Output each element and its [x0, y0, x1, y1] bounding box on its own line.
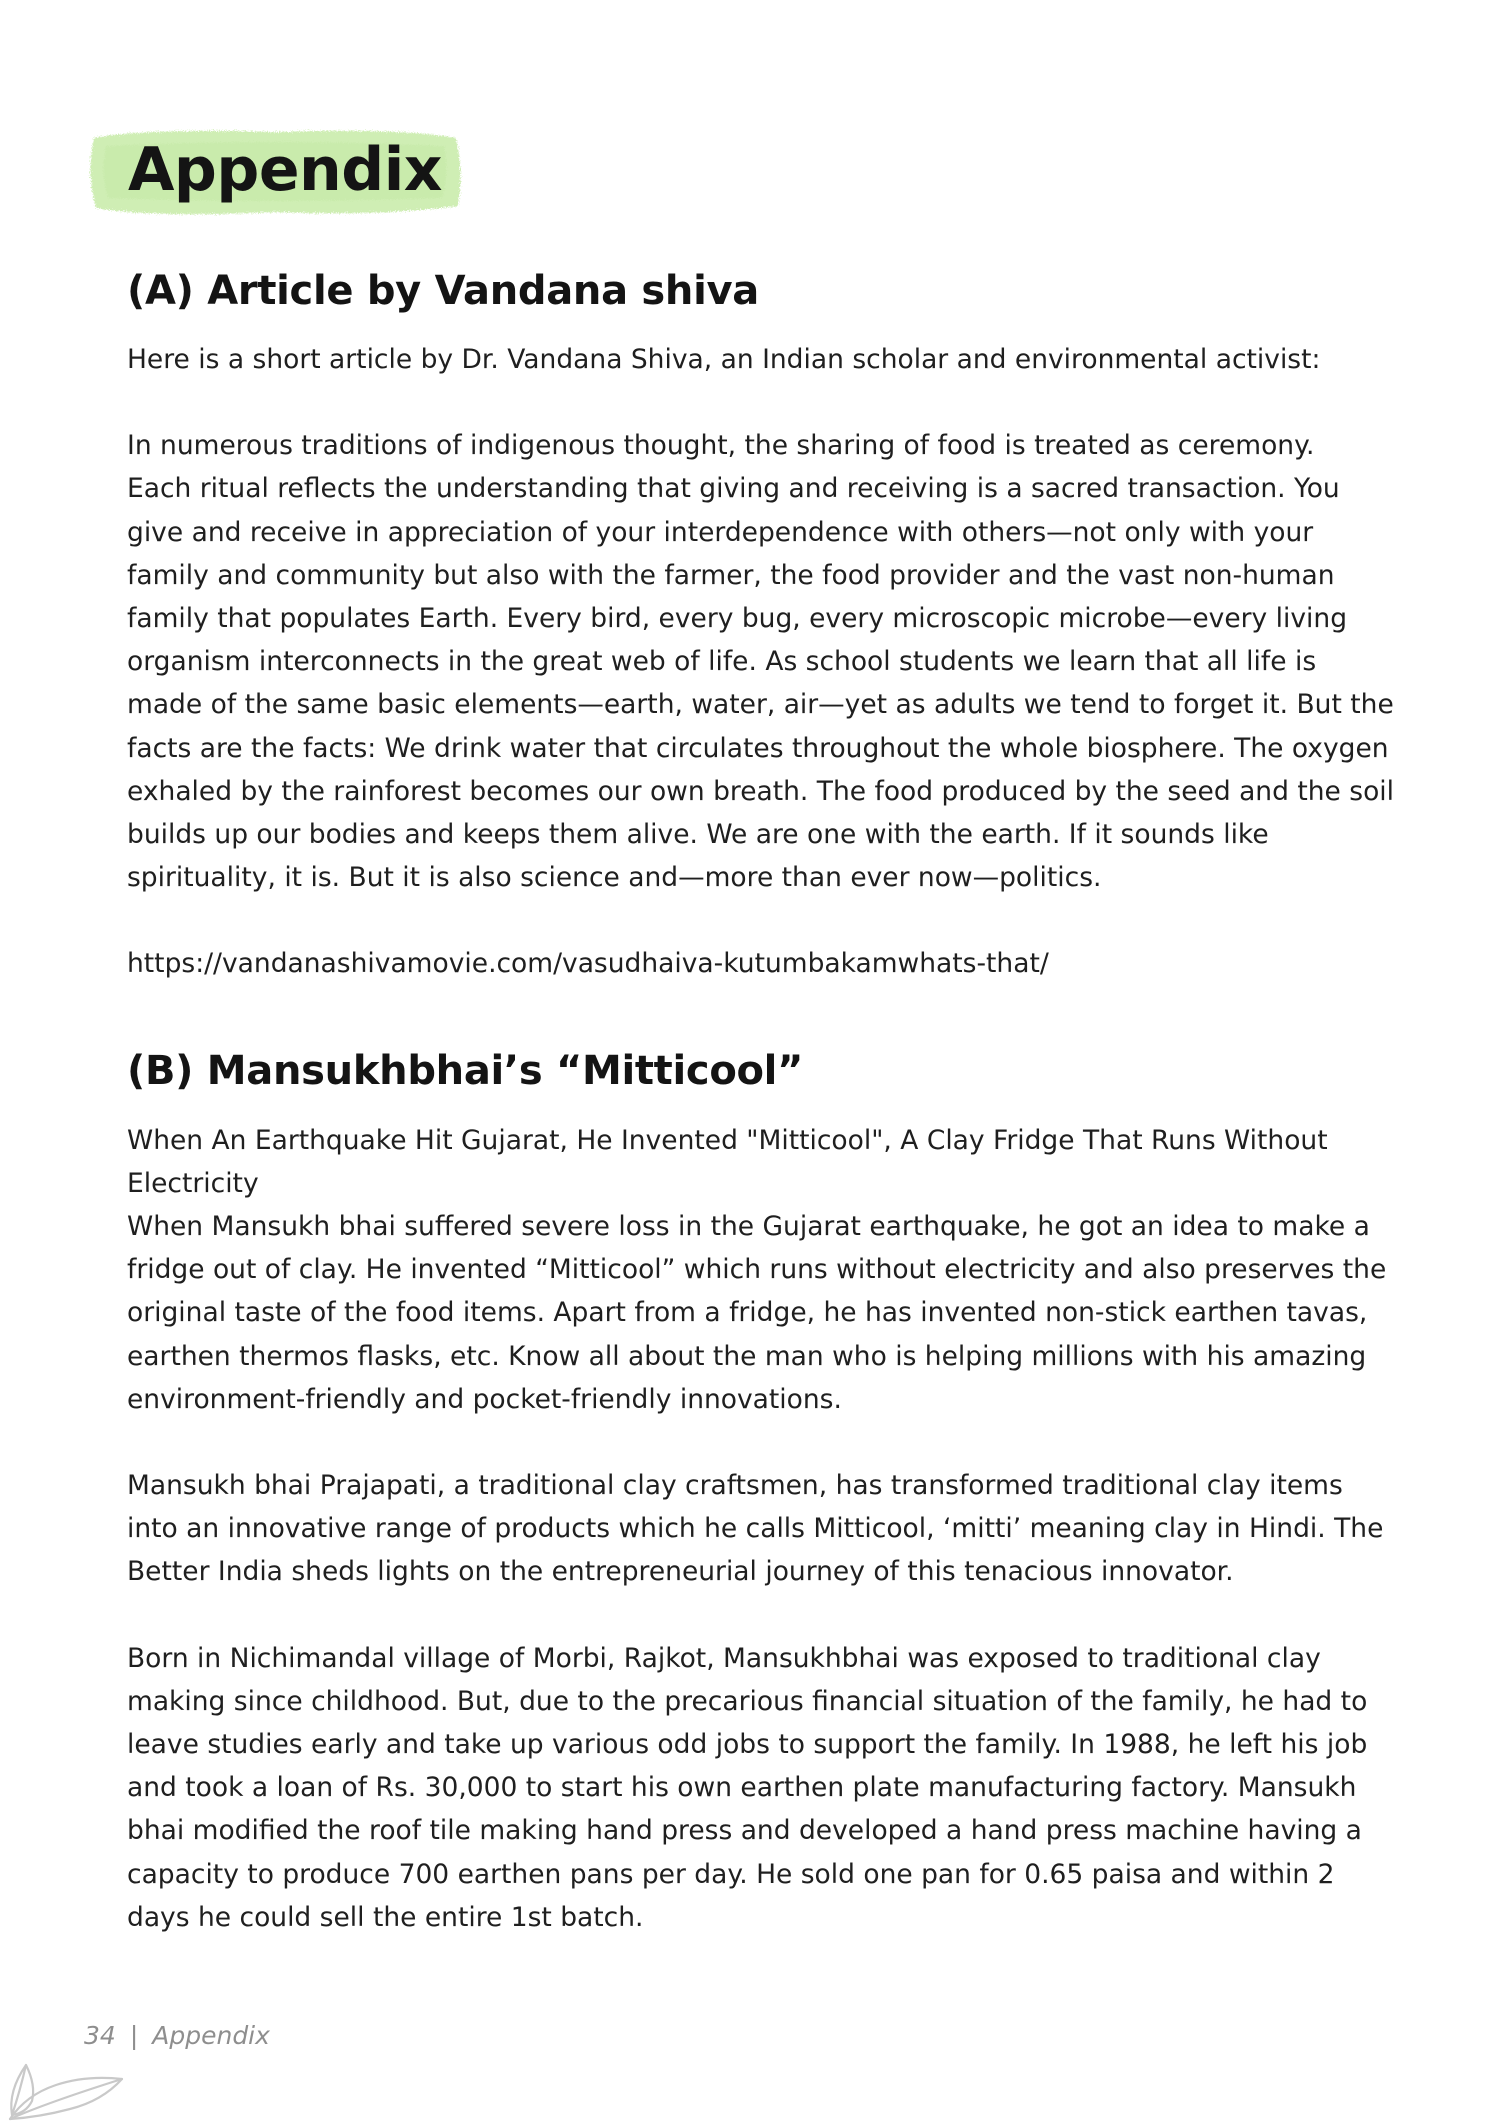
section-b-heading: (B) Mansukhbhai’s “Mitticool” [127, 1047, 804, 1094]
page-title: Appendix [128, 135, 442, 205]
article-source-url: https://vandanashivamovie.com/vasudhaiva-kutumbakamwhats-that/ [127, 948, 1049, 980]
article-body: Each ritual reflects the understanding that giving and receiving is a sacred transaction. You give and receive in appreciation of your interdependence with others—not only with your family and community but also with the farmer, the food provider and the vast non-human family that populates Earth. Every bird, every bug, every microscopic microbe—every living organism interconnects in the great web of life. As school students we learn that all life is made of the same basic elements—earth, water, air—yet as adults we tend to forget it. But the facts are the facts: We drink water that circulates throughout the whole biosphere. The oxygen exhaled by the rainforest becomes our own breath. The food produced by the seed and the soil builds up our bodies and keeps them alive. We are one with the earth. If it sounds like spirituality, it is. But it is also science and—more than ever now—politics. [127, 473, 1395, 894]
page-footer [84, 2018, 270, 2054]
appendix-title-block [84, 124, 464, 220]
section-b-subtitle: When An Earthquake Hit Gujarat, He Invented "Mitticool", A Clay Fridge That Runs Without Electricity [127, 1124, 1328, 1199]
section-b-paragraph-1: When Mansukh bhai suffered severe loss in the Gujarat earthquake, he got an idea to make a fridge out of clay. He invented “Mitticool” which runs without electricity and also preserves the original taste of the food items. Apart from a fridge, he has invented non-stick earthen tavas, earthen thermos flasks, etc. Know all about the man who is helping millions with his amazing environment-friendly and pocket-friendly innovations. [127, 1211, 1387, 1415]
footer-separator: | [129, 2021, 139, 2050]
main-content [127, 256, 1397, 1939]
section-b-paragraph-2: Mansukh bhai Prajapati, a traditional clay craftsmen, has transformed traditional clay items into an innovative range of products which he calls Mitticool, ‘mitti’ meaning clay in Hindi. The Better India sheds lights on the entrepreneurial journey of this tenacious innovator. [127, 1470, 1384, 1588]
footer-section-label: Appendix [152, 2021, 270, 2050]
section-a-heading: (A) Article by Vandana shiva [127, 268, 759, 314]
section-b-paragraph-3: Born in Nichimandal village of Morbi, Rajkot, Mansukhbhai was exposed to traditional clay making since childhood. But, due to the precarious financial situation of the family, he had to leave studies early and take up various odd jobs to support the family. In 1988, he left his job and took a loan of Rs. 30,000 to start his own earthen plate manufacturing factory. Mansukh bhai modified the roof tile making hand press and developed a hand press machine having a capacity to produce 700 earthen pans per day. He sold one pan for 0.65 paisa and within 2 days he could sell the entire 1st batch. [127, 1642, 1368, 1933]
leaf-outline-icon [6, 2055, 126, 2123]
article-first-line: In numerous traditions of indigenous thought, the sharing of food is treated as ceremony. [127, 430, 1315, 462]
page-number: 34 [84, 2021, 116, 2050]
section-a-intro: Here is a short article by Dr. Vandana Shiva, an Indian scholar and environmental activist: [127, 344, 1321, 375]
